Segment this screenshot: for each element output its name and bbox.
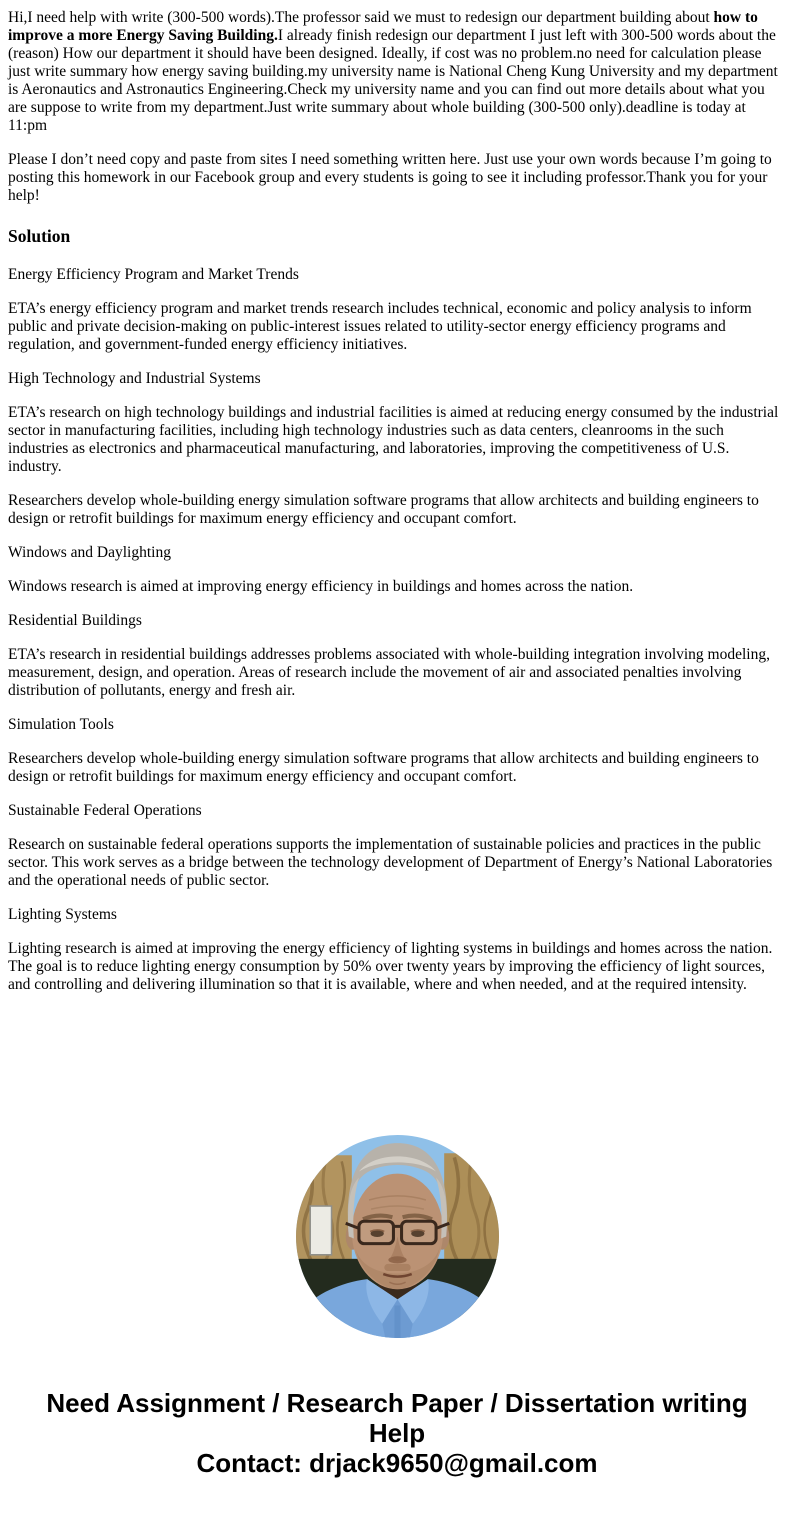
section-paragraph: Researchers develop whole-building energy simulation software programs that allow architects and building engineers to design or retrofit buildings for maximum energy efficiency and occupant comfort. [8, 492, 759, 527]
question-paragraph-1 [8, 9, 786, 135]
footer-contact-text: Contact: drjack9650@gmail.com [196, 1448, 598, 1478]
section-paragraph: Lighting research is aimed at improving the energy efficiency of lighting systems in buildings and homes across the nation. The goal is to reduce lighting energy consumption by 50% over twenty years by improving the efficiency of light sources, and controlling and delivering illumination so that it is available, where and when needed, and at the required intensity. [8, 940, 773, 993]
section-title-energy-efficiency: Energy Efficiency Program and Market Trends [8, 266, 299, 283]
question-paragraph-2: Please I don’t need copy and paste from sites I need something written here. Just use your own words because I’m going to posting this homework in our Facebook group and every students is going to see it including professor.Thank you for your help! [8, 151, 772, 204]
footer-banner [25, 1388, 770, 1478]
section-paragraph: ETA’s research in residential buildings addresses problems associated with whole-building integration involving modeling, measurement, design, and operation. Areas of research include the movement of air and associated penalties involving distribution of pollutants, energy and fresh air. [8, 646, 770, 699]
section-title-windows-daylighting: Windows and Daylighting [8, 544, 171, 561]
section-title-residential-buildings: Residential Buildings [8, 612, 142, 629]
section-paragraph: Windows research is aimed at improving energy efficiency in buildings and homes across the nation. [8, 578, 634, 595]
question-text-bold: how to improve a more Energy Saving Building. [8, 9, 758, 44]
section-title-sustainable-federal-operations: Sustainable Federal Operations [8, 802, 202, 819]
section-title-high-technology: High Technology and Industrial Systems [8, 370, 261, 387]
footer-help-text: Need Assignment / Research Paper / Dissertation writing Help [46, 1388, 748, 1448]
section-paragraph: Researchers develop whole-building energy simulation software programs that allow architects and building engineers to design or retrofit buildings for maximum energy efficiency and occupant comfort. [8, 750, 759, 785]
section-paragraph: ETA’s research on high technology buildings and industrial facilities is aimed at reducing energy consumed by the industrial sector in manufacturing facilities, including high technology industries such as data centers, cleanrooms in the such industries as electronics and pharmaceutical manufacturing, and laboratories, improving the competitiveness of U.S. industry. [8, 404, 779, 475]
avatar-container [296, 1135, 499, 1338]
tutor-avatar-photo [296, 1135, 499, 1338]
solution-heading: Solution [8, 226, 71, 246]
section-paragraph: ETA’s energy efficiency program and market trends research includes technical, economic and policy analysis to inform public and private decision-making on public-interest issues related to utility-sector energy efficiency programs and regulation, and government-funded energy efficiency initiatives. [8, 300, 752, 353]
section-paragraph: Research on sustainable federal operations supports the implementation of sustainable policies and practices in the public sector. This work serves as a bridge between the technology development of Department of Energy’s National Laboratories and the operational needs of public sector. [8, 836, 773, 889]
question-text-before: Hi,I need help with write (300-500 words).The professor said we must to redesign our department building about [8, 9, 714, 26]
section-title-simulation-tools: Simulation Tools [8, 716, 114, 733]
section-title-lighting-systems: Lighting Systems [8, 906, 117, 923]
question-text-after: I already finish redesign our department I just left with 300-500 words about the (reason) How our department it should have been designed. Ideally, if cost was no problem.no need for calculation please just write summary how energy saving building.my university name is National Cheng Kung University and my department is Aeronautics and Astronautics Engineering.Check my university name and you can find out more details about what you are suppose to write from my department.Just write summary about whole building (300-500 only).deadline is today at 11:pm [8, 27, 778, 134]
